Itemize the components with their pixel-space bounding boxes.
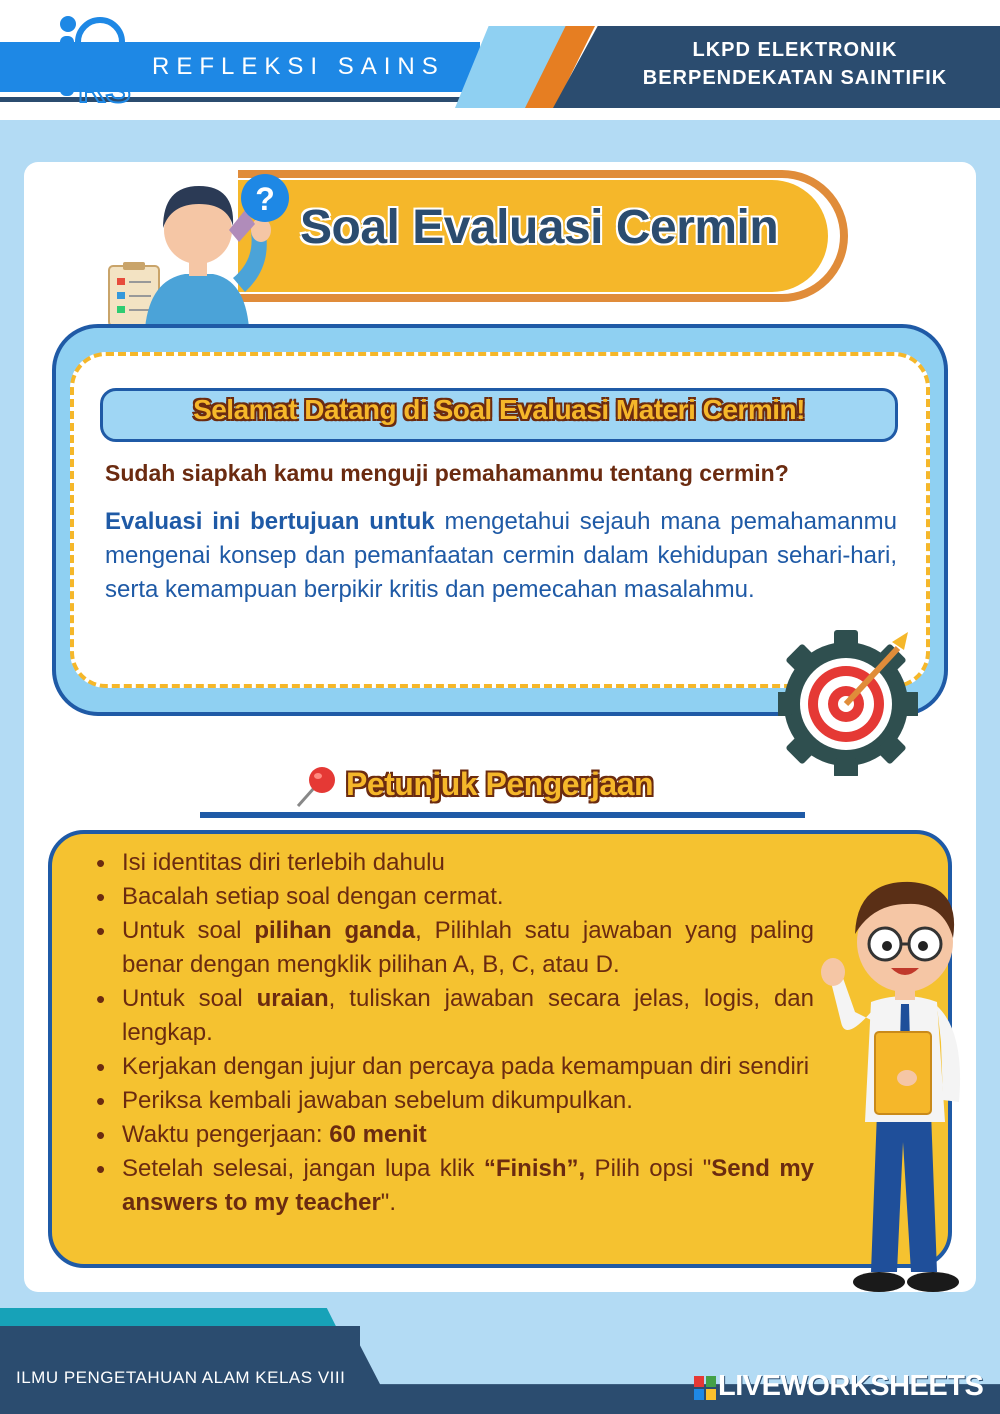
welcome-description xyxy=(105,505,897,607)
header-title-line2: BERPENDEKATAN SAINTIFIK xyxy=(642,67,948,89)
thinking-person-illustration xyxy=(105,168,290,328)
liveworksheets-watermark[interactable]: LIVEWORKSHEETS xyxy=(718,1370,984,1402)
header-title xyxy=(600,36,990,92)
brand-name: REFLEKSI SAINS xyxy=(152,53,445,80)
instruction-item: • Kerjakan dengan jujur dan percaya pada kemampuan diri sendiri xyxy=(92,1050,814,1084)
instructions-heading: Petunjuk Pengerjaan xyxy=(346,766,654,802)
refleksi-sains-logo xyxy=(30,10,140,110)
instructions-list xyxy=(92,846,814,1220)
instruction-item: • Bacalah setiap soal dengan cermat. xyxy=(92,880,814,914)
question-mark-icon: ? xyxy=(255,181,275,217)
header-title-line1: LKPD ELEKTRONIK xyxy=(692,39,898,61)
logo-text: RS xyxy=(78,69,131,110)
student-illustration xyxy=(815,872,980,1297)
instruction-item: • Setelah selesai, jangan lupa klik “Finish”, Pilih opsi "Send my answers to my teacher". xyxy=(92,1152,814,1220)
footer-subject: ILMU PENGETAHUAN ALAM KELAS VIII xyxy=(16,1368,346,1387)
pushpin-icon xyxy=(292,762,340,810)
instruction-item: • Untuk soal pilihan ganda, Pilihlah satu jawaban yang paling benar dengan mengklik pilihan A, B, C, atau D. xyxy=(92,914,814,982)
page-title: Soal Evaluasi Cermin xyxy=(300,201,779,254)
instruction-item: • Isi identitas diri terlebih dahulu xyxy=(92,846,814,880)
description-bold: Evaluasi ini bertujuan untuk xyxy=(105,508,435,535)
liveworksheets-logo-icon xyxy=(694,1376,716,1400)
welcome-title: Selamat Datang di Soal Evaluasi Materi Cermin! xyxy=(193,394,805,425)
instructions-underline xyxy=(200,812,805,818)
instruction-item: • Waktu pengerjaan: 60 menit xyxy=(92,1118,814,1152)
description-rest: mengetahui sejauh mana pemahamanmu mengenai konsep dan pemanfaatan cermin dalam kehidupan sehari-hari, serta kemampuan berpikir kritis dan pemecahan masalahmu. xyxy=(105,508,897,603)
gear-target-icon xyxy=(778,628,918,776)
instruction-item: • Untuk soal uraian, tuliskan jawaban secara jelas, logis, dan lengkap. xyxy=(92,982,814,1050)
instruction-item: • Periksa kembali jawaban sebelum dikumpulkan. xyxy=(92,1084,814,1118)
welcome-question: Sudah siapkah kamu menguji pemahamanmu tentang cermin? xyxy=(105,460,789,486)
